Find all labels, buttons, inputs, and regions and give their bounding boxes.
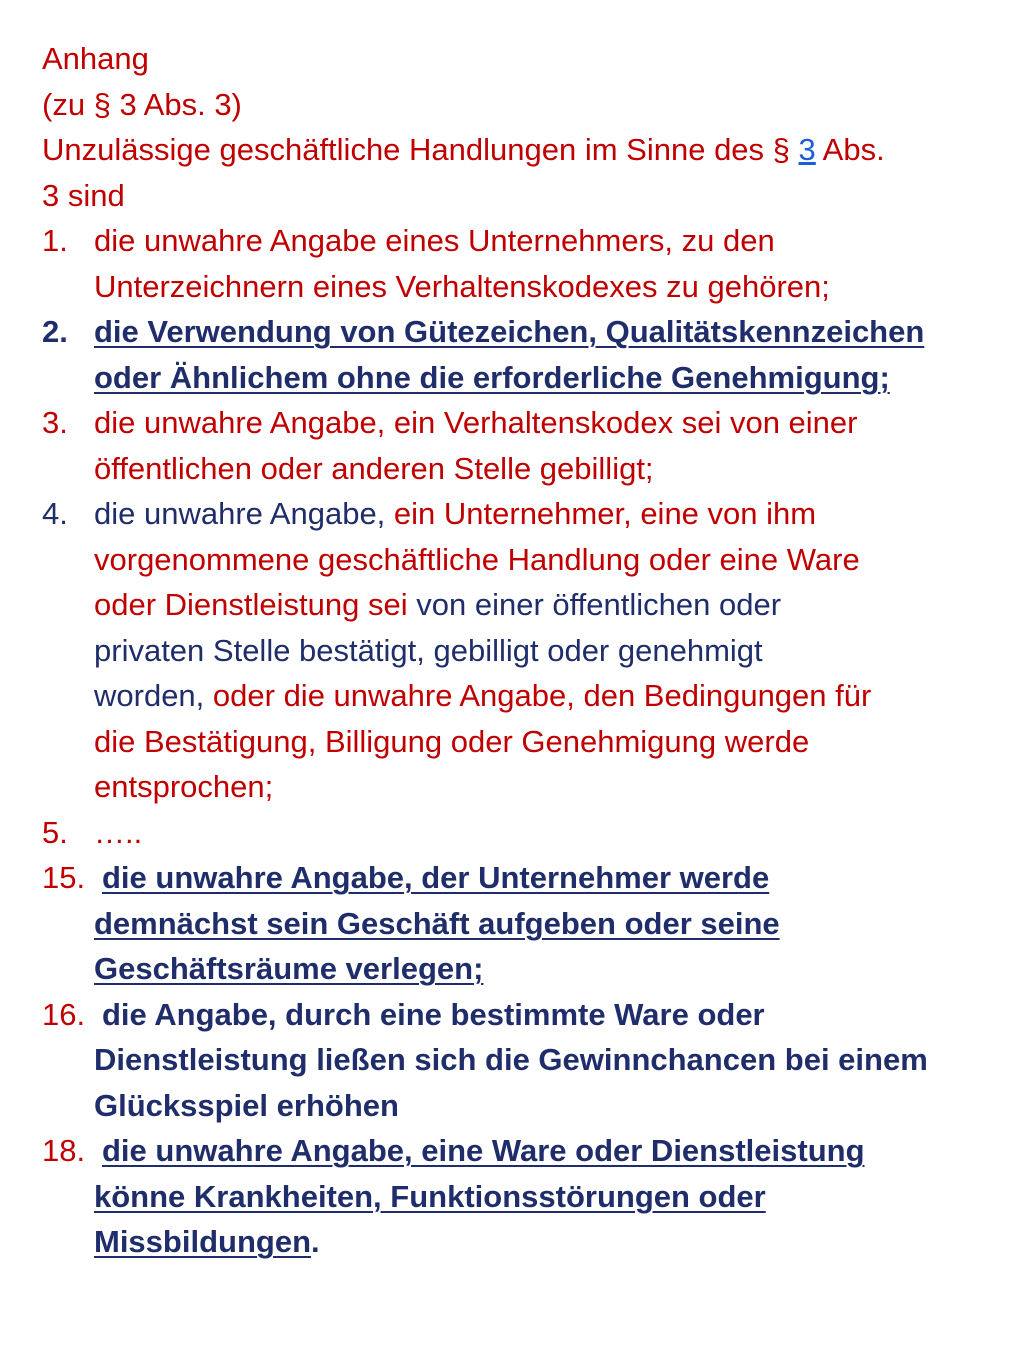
item-text-line: Dienstleistung ließen sich die Gewinnchancen bei einem xyxy=(94,1042,928,1077)
item-text-line: die unwahre Angabe eines Unternehmers, zu den xyxy=(94,223,775,258)
item-text-line: Missbildungen xyxy=(94,1224,311,1259)
list-item-15 xyxy=(42,855,1002,992)
item-number: 15. xyxy=(42,860,86,895)
intro-line-2: 3 sind xyxy=(42,177,125,213)
list-item-2 xyxy=(42,309,1002,400)
item-text-line: Unterzeichnern eines Verhaltenskodexes zu gehören; xyxy=(94,268,830,304)
item-text-line: die Angabe, durch eine bestimmte Ware oder xyxy=(102,996,765,1032)
item-text-line: die Verwendung von Gütezeichen, Qualitätskennzeichen xyxy=(94,314,925,349)
intro-text-after: Abs. xyxy=(815,132,885,167)
item-text-period: . xyxy=(311,1224,320,1259)
item-text-line: entsprochen; xyxy=(94,769,274,804)
item-text-segment: worden, xyxy=(94,678,213,713)
item-text-line: öffentlichen oder anderen Stelle gebilligt; xyxy=(94,450,654,486)
heading-reference: (zu § 3 Abs. 3) xyxy=(42,86,242,122)
item-text-segment: oder die unwahre Angabe, den Bedingungen für xyxy=(212,678,872,713)
item-text-line: die unwahre Angabe, ein Verhaltenskodex sei von einer xyxy=(94,405,858,440)
document-page xyxy=(42,36,1002,1265)
list-item-3 xyxy=(42,400,1002,491)
item-number: 3. xyxy=(42,405,68,440)
paragraph-3-link[interactable]: 3 xyxy=(798,132,816,167)
item-number: 18. xyxy=(42,1133,86,1168)
heading-anhang: Anhang xyxy=(42,41,149,76)
item-text-line: die unwahre Angabe, eine Ware oder Dienstleistung xyxy=(102,1133,865,1168)
item-number: 2. xyxy=(42,314,68,349)
item-text-line: die unwahre Angabe, der Unternehmer werde xyxy=(102,860,770,895)
ellipsis-text: ….. xyxy=(94,814,143,850)
item-text-line: Geschäftsräume verlegen; xyxy=(94,951,484,986)
list-item-18 xyxy=(42,1128,1002,1265)
item-text-segment: oder Dienstleistung sei xyxy=(94,587,417,622)
item-text-line: könne Krankheiten, Funktionsstörungen oder xyxy=(94,1178,766,1214)
intro-line xyxy=(42,127,1002,173)
item-number: 1. xyxy=(42,223,68,258)
item-text-segment: die unwahre Angabe, xyxy=(94,496,394,531)
item-number: 5. xyxy=(42,814,68,850)
list-item-1 xyxy=(42,218,1002,309)
list-item-5 xyxy=(42,810,1002,856)
item-text-line: demnächst sein Geschäft aufgeben oder seine xyxy=(94,905,780,941)
item-text-line: oder Ähnlichem ohne die erforderliche Genehmigung; xyxy=(94,359,890,395)
item-text-line: Glücksspiel erhöhen xyxy=(94,1087,399,1123)
list-item-16 xyxy=(42,992,1002,1129)
item-text-line: privaten Stelle bestätigt, gebilligt oder genehmigt xyxy=(94,632,763,668)
intro-text-before: Unzulässige geschäftliche Handlungen im Sinne des § xyxy=(42,132,799,167)
item-number: 16. xyxy=(42,996,86,1032)
item-text-segment: von einer öffentlichen oder xyxy=(416,587,782,622)
item-number: 4. xyxy=(42,496,68,531)
list-item-4 xyxy=(42,491,1002,810)
item-text-line: die Bestätigung, Billigung oder Genehmigung werde xyxy=(94,723,810,759)
item-text-segment: ein Unternehmer, eine von ihm xyxy=(393,496,817,531)
item-text-line: vorgenommene geschäftliche Handlung oder eine Ware xyxy=(94,541,860,577)
